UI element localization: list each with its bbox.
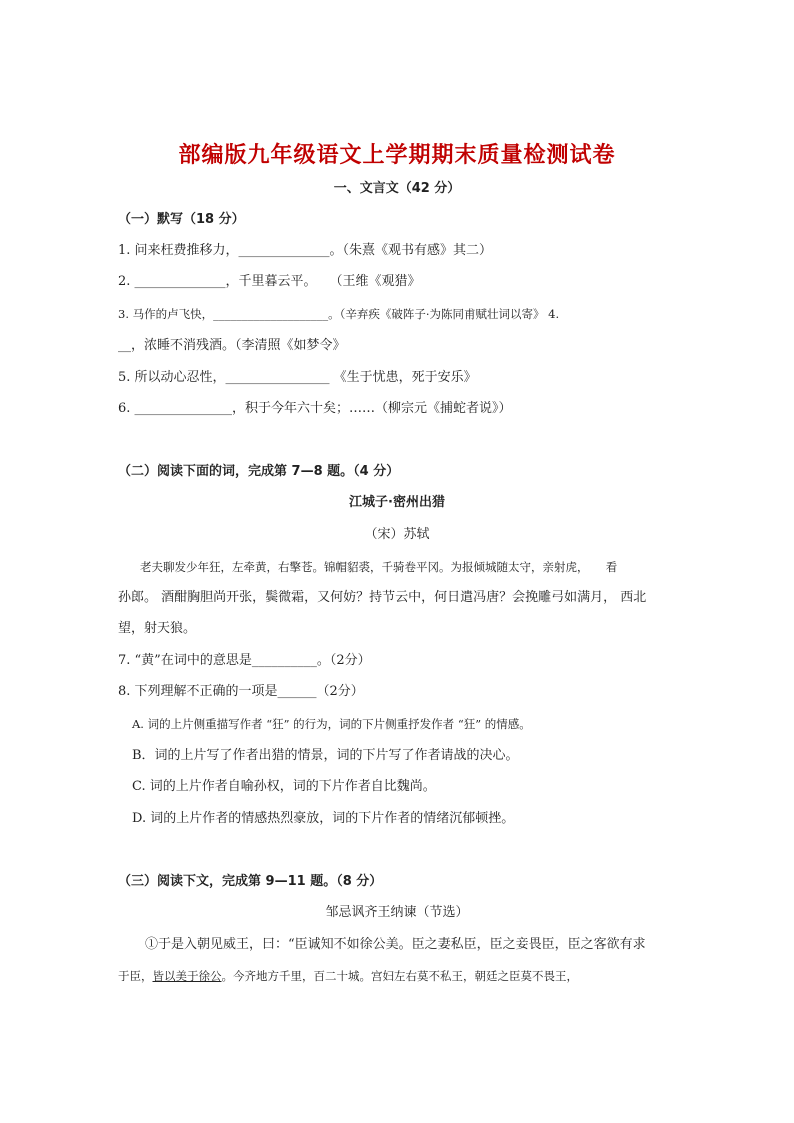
poem-line-1: 老夫聊发少年狂，左牵黄，右擎苍。锦帽貂裘，千骑卷平冈。为报倾城随太守，亲射虎， 看 <box>140 560 618 574</box>
poem-line-3: 望，射天狼。 <box>118 621 197 636</box>
dictation-item-2: 2. ______________，千里暮云平。 （王维《观猎》 <box>118 274 421 289</box>
option-c: C. 词的上片作者自喻孙权，词的下片作者自比魏尚。 <box>132 779 436 794</box>
part2-heading: （二）阅读下面的词，完成第 7—8 题。（4 分） <box>118 464 400 479</box>
page-title: 部编版九年级语文上学期期末质量检测试卷 <box>178 143 616 168</box>
text-title: 邹忌讽齐王纳谏（节选） <box>325 905 469 920</box>
option-a: A. 词的上片侧重描写作者 “狂” 的行为，词的下片侧重抒发作者 “狂” 的情感。 <box>132 717 531 731</box>
poem-line-2: 孙郎。 酒酣胸胆尚开张，鬓微霜，又何妨？持节云中，何日遣冯唐？会挽雕弓如满月， 西北 <box>118 590 647 605</box>
dictation-item-5: 5. 所以动心忍性，________________ 《生于忧患，死于安乐》 <box>118 370 477 385</box>
option-d: D. 词的上片作者的情感热烈豪放，词的下片作者的情绪沉郁顿挫。 <box>132 811 515 826</box>
underlined-phrase: 皆以美于徐公 <box>152 969 222 983</box>
section-heading: 一、文言文（42 分） <box>333 181 461 196</box>
para2-prefix: 于臣， <box>118 969 153 983</box>
poem-title: 江城子·密州出猎 <box>349 495 445 510</box>
question-7: 7. “黄”在词中的意思是__________。（2分） <box>118 653 371 668</box>
para2-suffix: 。今齐地方千里，百二十城。宫妇左右莫不私王，朝廷之臣莫不畏王， <box>221 969 578 983</box>
dictation-item-1: 1. 问来枉费推移力，______________。（朱熹《观书有感》其二） <box>118 243 493 258</box>
dictation-item-6: 6. _______________，积于今年六十矣；……（柳宗元《捕蛇者说》） <box>118 401 512 416</box>
part3-heading: （三）阅读下文，完成第 9—11 题。（8 分） <box>118 874 383 889</box>
poem-author: （宋）苏轼 <box>364 527 430 542</box>
text-paragraph-2 <box>118 967 578 985</box>
dictation-item-3: 3. 马作的卢飞快，____________________。（辛弃疾《破阵子·为陈同甫赋壮词以寄》 4. <box>118 307 560 321</box>
option-b: B．词的上片写了作者出猎的情景，词的下片写了作者请战的决心。 <box>132 748 519 763</box>
text-paragraph-1: ①于是入朝见威王，曰：“臣诚知不如徐公美。臣之妻私臣，臣之妾畏臣，臣之客欲有求 <box>145 937 646 952</box>
part1-heading: （一）默写（18 分） <box>118 212 245 227</box>
question-8: 8. 下列理解不正确的一项是______（2分） <box>118 684 364 699</box>
dictation-item-4: __，浓睡不消残酒。（李清照《如梦令》 <box>118 338 346 353</box>
